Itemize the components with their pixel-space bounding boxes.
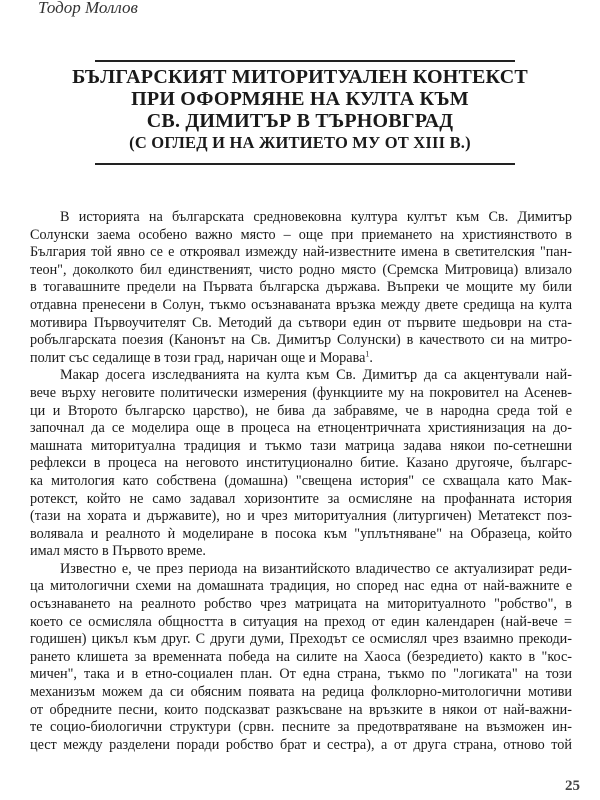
article-title [0,66,600,154]
article-body [30,209,572,754]
text-line-content: в тогавашните предели на Първата българска държава. Въпреки че мощите му били [30,279,572,296]
title-top-rule [95,60,515,62]
text-line-content: което се осмисляла общността в ситуация на преход от един календарен (най-вече = [30,613,572,630]
text-line-content: имал място в Първото време. [30,543,206,560]
text-line [30,385,572,403]
text-line-content: рефлекси в процеса на неговото институционално битие. Казано другояче, българс- [30,455,572,472]
article-subtitle: (С ОГЛЕД И НА ЖИТИЕТО МУ ОТ XIII В.) [129,133,471,152]
text-line [30,473,572,491]
text-line [30,737,572,755]
text-line [30,279,572,297]
text-line [30,350,572,368]
title-line: СВ. ДИМИТЪР В ТЪРНОВГРАД [146,110,454,132]
text-line-content: годишен) цикъл към друг. С други думи, Преходът се осмислял чрез взаимно прекоди- [30,631,572,648]
text-line [30,315,572,333]
title-line: БЪЛГАРСКИЯТ МИТОРИТУАЛЕН КОНТЕКСТ [72,66,528,88]
text-line [30,596,572,614]
text-line-content: Солунски заема особено важно място – още при приемането на християнството в [30,226,572,243]
text-line-content: механизъм можем да си обясним появата на редица фолклорно-митологични мотиви [30,684,572,701]
text-line [30,262,572,280]
text-line-content: Макар досега изследванията на култа към Св. Димитър да са акцентували най- [60,367,572,384]
text-line [30,631,572,649]
text-line-content: ка митология като собствена (домашна) "свещена история" се схващала като Мак- [30,472,572,489]
text-line-content: вече върху неговите политически измерения (функциите му на покровител на Асенев- [30,384,572,401]
text-line-content: от обредните песни, които подсказват разкъсване на връзките в някои от най-важни- [30,701,572,718]
text-line [30,244,572,262]
text-line-content: цест между разделени поради робство брат и сестра), а от друга страна, отново той [30,736,572,753]
text-line [30,561,572,579]
text-line [30,666,572,684]
text-line [30,719,572,737]
text-line [30,227,572,245]
text-line-content: започнал да се моделира още в процеса на етноцентричната християнизация на до- [30,420,572,437]
title-line: ПРИ ОФОРМЯНЕ НА КУЛТА КЪМ [131,88,469,110]
text-line-content: ротекст, който не само задавал хоризонтите за осмисляне на профанната история [30,490,572,507]
text-line-content: полит със седалище в този град, наричан още и Морава [30,349,366,366]
text-line-content: осъзнаването на реалното робство чрез матрицата на миторитуалното "робство", в [30,596,572,613]
text-line [30,649,572,667]
text-line [30,684,572,702]
text-line-content: Известно е, че през периода на византийското владичество се актуализират реди- [60,560,572,577]
text-line-content: те социо-биологични структури (срвн. песните за предотвратяване на възможен ин- [30,719,572,736]
text-line-content: ци и Второто българско царство), не бива да забравяме, че в народна среда той е [30,402,572,419]
text-line [30,297,572,315]
running-header-author: Тодор Моллов [38,0,138,17]
title-bottom-rule [95,163,515,165]
text-line-content: рането клишета за временната победа на силите на Хаоса (безредието) както в "кос- [30,648,572,665]
text-line-content: В историята на българската средновековна култура култът към Св. Димитър [60,209,572,225]
text-line-content: машната миторитуална традиция и тъкмо тази матрица задава някои по-сетнешни [30,437,572,454]
text-line [30,403,572,421]
text-line-content: робългарската поезия (Канонът на Св. Димитър Солунски) в качеството си на митро- [30,332,572,349]
text-line [30,508,572,526]
page-number: 25 [565,778,580,794]
text-line-content: (тази на хората и държавите), но и чрез миторитуалния (литургичен) Метатекст поз- [30,508,572,525]
text-line-content: мичен", така и в етно-социален план. От една страна, тъкмо по "логиката" на този [30,666,572,683]
text-line [30,614,572,632]
text-line [30,702,572,720]
text-line [30,332,572,350]
text-line [30,491,572,509]
text-line-content: България той явно се е откроявал измежду най-известните имена в светителския "пан- [30,244,572,261]
text-line-content: мотивира Първоучителят Св. Методий да сътвори един от първите шедьоври на ста- [30,314,572,331]
text-line [30,526,572,544]
text-line [30,209,572,227]
text-line-content: отдавна пренесени в Солун, тъкмо осъзнаваната връзка между двете средища на култа [30,296,572,313]
text-line [30,438,572,456]
sentence-end: . [369,349,373,366]
text-line [30,420,572,438]
text-line-content: волявала и реалното ѝ моделиране в посока към "уплътняване" на Образеца, който [30,525,572,542]
text-line [30,578,572,596]
footnote-marker: 1 [365,349,370,359]
text-line-content: ца митологични схеми на домашната традиция, но според нас една от най-важните е [30,578,572,595]
text-line [30,543,572,561]
text-line [30,367,572,385]
text-line [30,455,572,473]
text-line-content: теон", доколкото бил единственият, чисто родно място (Сремска Митровица) влизало [30,261,572,278]
